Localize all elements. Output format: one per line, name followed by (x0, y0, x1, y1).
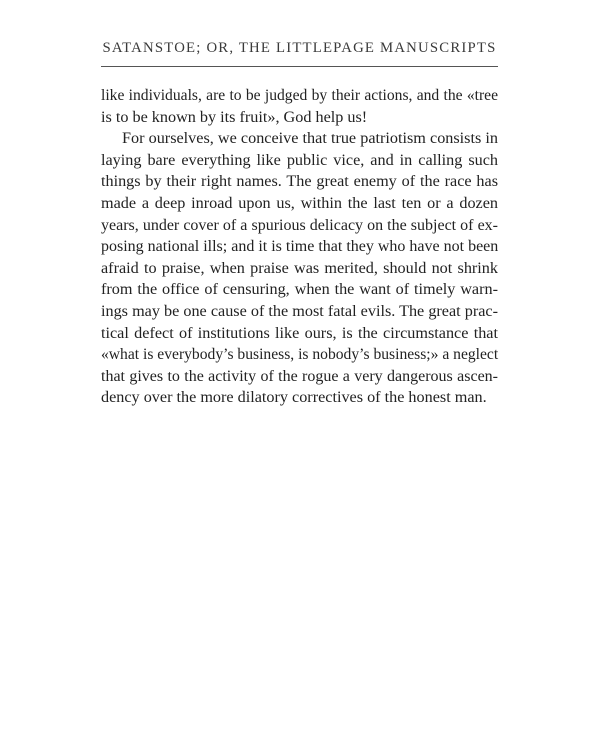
paragraph-continuation (101, 85, 498, 128)
header-rule (101, 66, 498, 67)
text-line: dency over the more dilatory correctives of the honest man. (101, 388, 487, 407)
text-line: laying bare everything like public vice, and in calling such (101, 150, 498, 169)
text-line: like individuals, are to be judged by their actions, and the «tree (101, 87, 498, 104)
text-line: ings may be one cause of the most fatal evils. The great prac- (101, 301, 498, 320)
text-line: posing national ills; and it is time that they who have not been (101, 238, 499, 256)
text-line: from the office of censuring, when the want of timely warn- (101, 280, 498, 299)
running-head: SATANSTOE; OR, THE LITTLEPAGE MANUSCRIPTS (102, 40, 497, 56)
text-line: afraid to praise, when praise was merited, should not shrink (101, 258, 498, 277)
text-line: tical defect of institutions like ours, is the circumstance that (101, 323, 498, 342)
text-line: is to be known by its fruit», God help us! (101, 107, 368, 126)
text-line: years, under cover of a spurious delicacy on the subject of ex- (101, 216, 498, 234)
text-line: «what is everybody’s business, is nobody’s business;» a neglect (101, 346, 499, 364)
paragraph-patriotism (101, 128, 498, 409)
body-text (101, 85, 498, 409)
text-line: that gives to the activity of the rogue a very dangerous ascen- (101, 367, 498, 385)
text-line: things by their right names. The great enemy of the race has (101, 172, 498, 191)
text-line: For ourselves, we conceive that true patriotism consists in (122, 129, 498, 148)
text-line: made a deep inroad upon us, within the last ten or a dozen (101, 193, 498, 212)
